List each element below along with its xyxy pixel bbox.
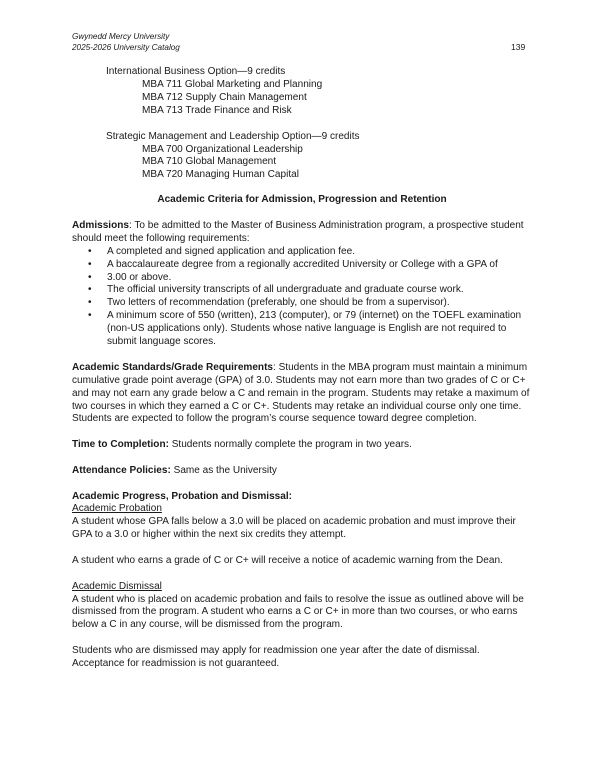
standards-text: : Students in the MBA program must maintain a minimum cumulative grade point average (GPA) of 3.0. Students may not earn more than two grades of C or C+ and may not earn any grade below a C and remain in the program. Students may retake a maximum of two courses in which they earned a C or C+. Students may retake an individual course only one time. Students are expected to follow the program’s course sequence toward degree completion. [72, 361, 530, 425]
list-item [72, 310, 532, 349]
dismissal-heading: Academic Dismissal [72, 580, 162, 592]
list-item-text: A baccalaureate degree from a regionally accredited University or College with a GPA of [107, 258, 498, 270]
list-item-text: A minimum score of 550 (written), 213 (computer), or 79 (internet) on the TOEFL examination (non-US applications only). Students whose native language is English are not required to submit language scores. [107, 310, 522, 348]
list-item-text: A completed and signed application and application fee. [107, 245, 356, 257]
readmission-text: Students who are dismissed may apply for readmission one year after the date of dismissal. Acceptance for readmission is not guaranteed. [72, 645, 480, 669]
bullet-icon: • [88, 271, 92, 283]
attendance-text: Same as the University [170, 464, 277, 476]
header-catalog: 2025-2026 University Catalog [72, 43, 180, 52]
course-item: MBA 711 Global Marketing and Planning [142, 78, 323, 90]
course-item: MBA 710 Global Management [142, 156, 277, 168]
dismissal-text: A student who is placed on academic probation and fails to resolve the issue as outlined above will be dismissed from the program. A student who earns a C or C+ in more than two courses, or who earns below a C in any course, will be dismissed from the program. [72, 593, 524, 631]
list-item [72, 284, 532, 297]
bullet-icon: • [88, 258, 92, 270]
list-item-text: The official university transcripts of all undergraduate and graduate course work. [107, 284, 464, 296]
attendance-label: Attendance Policies: [72, 464, 171, 476]
option-title: Strategic Management and Leadership Option—9 credits [106, 130, 360, 142]
attendance-paragraph [72, 465, 532, 478]
course-item: MBA 713 Trade Finance and Risk [142, 104, 292, 116]
bullet-icon: • [88, 297, 92, 309]
course-item: MBA 712 Supply Chain Management [142, 91, 307, 103]
bullet-icon: • [88, 310, 92, 322]
probation-text: A student whose GPA falls below a 3.0 will be placed on academic probation and must improve their GPA to a 3.0 or higher within the next six credits they attempt. [72, 516, 516, 541]
completion-label: Time to Completion: [72, 439, 169, 451]
list-item-text: Two letters of recommendation (preferably, one should be from a supervisor). [107, 297, 450, 309]
admissions-paragraph [72, 220, 532, 246]
course-item: MBA 700 Organizational Leadership [142, 143, 303, 155]
completion-text: Students normally complete the program in two years. [168, 439, 412, 451]
progress-title: Academic Progress, Probation and Dismissal: [72, 490, 292, 502]
section-title: Academic Criteria for Admission, Progression and Retention [157, 194, 447, 206]
admissions-label: Admissions [72, 219, 129, 231]
list-item-text: 3.00 or above. [107, 271, 172, 283]
list-item [72, 297, 532, 310]
course-item: MBA 720 Managing Human Capital [142, 169, 299, 181]
standards-paragraph [72, 362, 532, 427]
list-item [72, 259, 532, 272]
completion-paragraph [72, 439, 532, 452]
probation-heading: Academic Probation [72, 503, 162, 515]
warning-text: A student who earns a grade of C or C+ will receive a notice of academic warning from the Dean. [72, 554, 503, 566]
option-title: International Business Option—9 credits [106, 66, 286, 77]
list-item [72, 272, 532, 285]
page-number: 139 [511, 42, 526, 52]
standards-label: Academic Standards/Grade Requirements [72, 361, 274, 373]
bullet-icon: • [88, 245, 92, 257]
admissions-requirements-list [72, 246, 532, 349]
page-content [72, 66, 532, 671]
running-header [72, 31, 180, 53]
admissions-text: : To be admitted to the Master of Business Administration program, a prospective student should meet the following requirements: [72, 219, 524, 244]
list-item [72, 246, 532, 259]
bullet-icon: • [88, 284, 92, 296]
header-institution: Gwynedd Mercy University [72, 32, 170, 41]
